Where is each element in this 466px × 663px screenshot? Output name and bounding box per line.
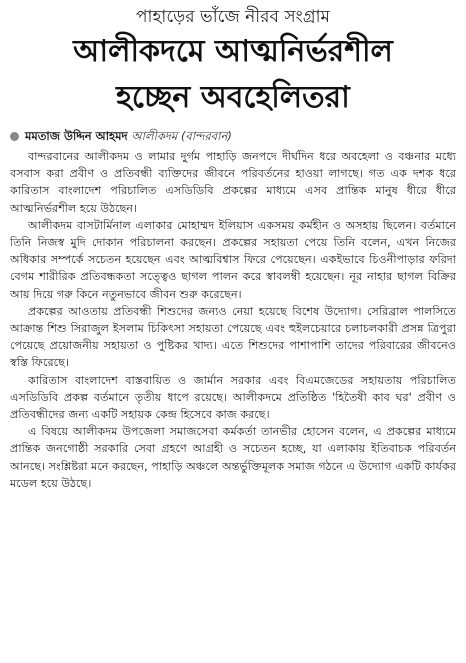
- paragraph: এ বিষয়ে আলীকদম উপজেলা সমাজসেবা কর্মকর্তা তানভীর হোসেন বলেন, এ প্রকল্পের মাধ্যমে প্রান্তিক জনগোষ্ঠী সরকারি সেবা গ্রহণে আগ্রহী ও সচেতন হচ্ছে, যা এলাকায় ইতিবাচক পরিবর্তন আনছে। সংশ্লিষ্টরা মনে করছেন, পাহাড়ি অঞ্চলে অন্তর্ভুক্তিমূলক সমাজ গঠনে এ উদ্যোগ একটি কার্যকর মডেল হয়ে উঠছে।: [10, 425, 456, 490]
- article-body: [10, 148, 456, 492]
- byline-place: আলীকদম (বান্দরবান): [131, 129, 232, 143]
- paragraph: কারিতাস বাংলাদেশ বাস্তবায়িত ও জার্মান সরকার এবং বিএমজেডের সহায়তায় পরিচালিত এসডিডিবি প্রকল্প বর্তমানে তৃতীয় ধাপে রয়েছে। আলীকদমে প্রতিষ্ঠিত 'হিতৈষী কাব ঘর' প্রবীণ ও প্রতিবন্ধীদের জন্য একটি সহায়ক কেন্দ্র হিসেবে কাজ করছে।: [10, 373, 456, 422]
- headline-line-1: আলীকদমে আত্মনির্ভরশীল: [73, 34, 393, 69]
- byline-bullet-icon: [10, 132, 19, 141]
- kicker-line: পাহাড়ের ভাঁজে নীরব সংগ্রাম: [136, 7, 330, 27]
- byline-author: মমতাজ উদ্দিন আহমদ: [25, 129, 128, 143]
- paragraph: আলীকদম বাসটার্মিনাল এলাকার মোহাম্মদ ইলিয়াস একসময় কর্মহীন ও অসহায় ছিলেন। বর্তমানে তিনি নিজস্ব মুদি দোকান পরিচালনা করছেন। প্রকল্পের সহায়তা পেয়ে তিনি বলেন, এখন নিজের অধিকার সম্পর্কে সচেতন হয়েছেন এবং আত্মবিশ্বাস ফিরে পেয়েছেন। একইভাবে চিওনীপাড়ার ফরিদা বেগম শারীরিক প্রতিবন্ধকতা সত্ত্বেও ছাগল পালন করে স্বাবলম্বী হয়েছেন। নূর নাহার ছাগল বিক্রির আয় দিয়ে গরু কিনে নতুনভাবে জীবন শুরু করেছেন।: [10, 218, 456, 301]
- byline: [10, 128, 456, 144]
- paragraph: প্রকল্পের আওতায় প্রতিবন্ধী শিশুদের জন্যও নেয়া হয়েছে বিশেষ উদ্যোগ। সেরিব্রাল পালসিতে আক্রান্ত শিশু সিরাজুল ইসলাম চিকিৎসা সহায়তা পেয়েছে এবং হুইলচেয়ারে চলাচলকারী প্রসন্ন ত্রিপুরা পেয়েছে প্রয়োজনীয় সহায়তা ও পুষ্টিকর খাদ্য। এতে শিশুদের পাশাপাশি তাদের পরিবারের জীবনেও স্বস্তি ফিরেছে।: [10, 304, 456, 370]
- headline-line-2: হচ্ছেন অবহেলিতরা: [116, 80, 350, 115]
- paragraph: বান্দরবানের আলীকদম ও লামার দুর্গম পাহাড়ি জনপদে দীর্ঘদিন ধরে অবহেলা ও বঞ্চনার মধ্যে বসবাস করা প্রবীণ ও প্রতিবন্ধী ব্যক্তিদের জীবনে পরিবর্তনের হাওয়া লাগছে। গত এক দশক ধরে কারিতাস বাংলাদেশ পরিচালিত এসডিডিবি প্রকল্পের মাধ্যমে এসব প্রান্তিক মানুষ ধীরে ধীরে আত্মনির্ভরশীল হয়ে উঠছেন।: [10, 150, 456, 215]
